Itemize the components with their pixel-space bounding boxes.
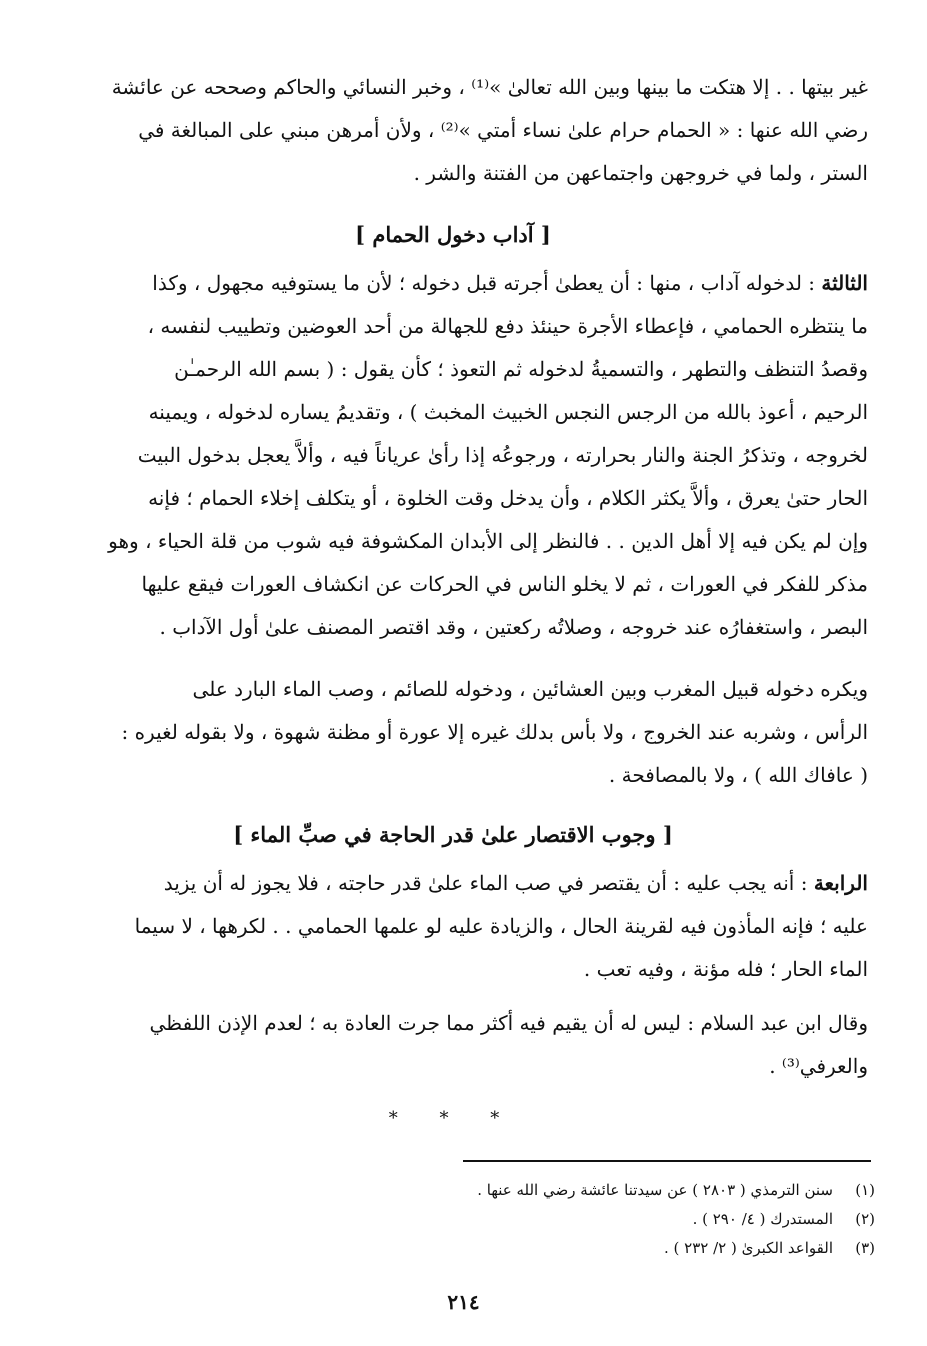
text-line: وإن لم يكن فيه إلا أهل الدين . . فالنظر إلى الأبدان المكشوفة فيه شوب من قلة الحياء ، وهو: [108, 529, 868, 553]
text-line: الرحيم ، أعوذ بالله من الرجس النجس الخبيث المخبث ) ، وتقديمُ يساره لدخوله ، ويمينه: [148, 400, 868, 424]
text-line: ما ينتظره الحمامي ، فإعطاء الأجرة حينئذ دفع للجهالة من أحد العوضين وتطييب لنفسه ،: [147, 314, 868, 338]
text-line: الستر ، ولما في خروجهن واجتماعهن من الفتنة والشر .: [413, 161, 868, 185]
text-line: [38, 262, 868, 305]
paragraph-5: [38, 1002, 868, 1088]
text-line: عليه ؛ فإنه المأذون فيه لقرينة الحال ، والزيادة عليه لو علمها الحمامي . . لكرهها ، لا سيما: [134, 914, 868, 938]
text-line: ( عافاك الله ) ، ولا بالمصافحة .: [608, 763, 868, 787]
footnote-number: (٢): [855, 1210, 875, 1228]
footnote-item: [300, 1176, 875, 1205]
paragraph-4: [38, 862, 868, 991]
text-line-rest: : لدخوله آداب ، منها : أن يعطىٰ أجرته قبل دخوله ؛ لأن ما يستوفيه مجهول ، وكذا: [152, 271, 822, 295]
text-line: رضي الله عنها : « الحمام حرام علىٰ نساء أمتي »⁽²⁾ ، ولأن أمرهن مبني على المبالغة في: [138, 118, 868, 142]
footnote-text: المستدرك ( ٤/ ٢٩٠ ) .: [692, 1210, 833, 1228]
text-line: والعرفي⁽³⁾ .: [769, 1054, 868, 1078]
footnote-number: (٣): [855, 1239, 875, 1257]
footnote-number: (١): [855, 1181, 875, 1199]
section-separator-stars: * * *: [388, 1108, 518, 1129]
text-line-rest: : أنه يجب عليه : أن يقتصر في صب الماء علىٰ قدر حاجته ، فلا يجوز له أن يزيد: [163, 871, 814, 895]
paragraph-lead: الثالثة: [821, 271, 868, 295]
footnote-text: سنن الترمذي ( ٢٨٠٣ ) عن سيدتنا عائشة رضي الله عنها .: [477, 1181, 833, 1199]
footnote-item: [300, 1234, 875, 1263]
text-line: البصر ، واستغفارُه عند خروجه ، وصلاتُه ركعتين ، وقد اقتصر المصنف علىٰ أول الآداب .: [159, 615, 868, 639]
text-line: مذكر للفكر في العورات ، ثم لا يخلو الناس في الحركات عن انكشاف العورات فيقع عليها: [141, 572, 868, 596]
footnote-text: القواعد الكبرىٰ ( ٢/ ٢٣٢ ) .: [663, 1239, 833, 1257]
text-line: غير بيتها . . إلا هتكت ما بينها وبين الله تعالىٰ »⁽¹⁾ ، وخبر النسائي والحاكم وصححه عن عائشة: [111, 75, 868, 99]
paragraph-1: [38, 66, 868, 195]
text-line: [38, 862, 868, 905]
text-line: وقصدُ التنظف والتطهر ، والتسميةُ لدخوله ثم التعوذ ؛ كأن يقول : ( بسم الله الرحمـٰن: [174, 357, 868, 381]
section-heading-bath-etiquette: [ آداب دخول الحمام ]: [355, 222, 551, 247]
footnote-divider: [463, 1160, 871, 1162]
paragraph-3: [38, 668, 868, 797]
text-line: ويكره دخوله قبيل المغرب وبين العشائين ، ودخوله للصائم ، وصب الماء البارد على: [192, 677, 868, 701]
section-heading-water-limit: [ وجوب الاقتصار علىٰ قدر الحاجة في صبِّ الماء ]: [233, 822, 673, 847]
footnotes: [300, 1176, 875, 1263]
text-line: الرأس ، وشربه عند الخروج ، ولا بأس بدلك غيره إلا عورة أو مظنة شهوة ، ولا بقوله لغيره :: [121, 720, 868, 744]
text-line: وقال ابن عبد السلام : ليس له أن يقيم فيه أكثر مما جرت العادة به ؛ لعدم الإذن اللفظي: [149, 1011, 868, 1035]
text-line: الحار حتىٰ يعرق ، وألاَّ يكثر الكلام ، وأن يدخل وقت الخلوة ، أو يتكلف إخلاء الحمام ؛ فإنه: [148, 486, 868, 510]
paragraph-lead: الرابعة: [813, 871, 868, 895]
page-number: ٢١٤: [447, 1290, 480, 1314]
paragraph-2: [38, 262, 868, 649]
footnote-item: [300, 1205, 875, 1234]
text-line: الماء الحار ؛ فله مؤنة ، وفيه تعب .: [583, 957, 868, 981]
text-line: لخروجه ، وتذكرُ الجنة والنار بحرارته ، ورجوعُه إذا رأىٰ عرياناً فيه ، وألاَّ يعجل بدخول البيت: [137, 443, 868, 467]
